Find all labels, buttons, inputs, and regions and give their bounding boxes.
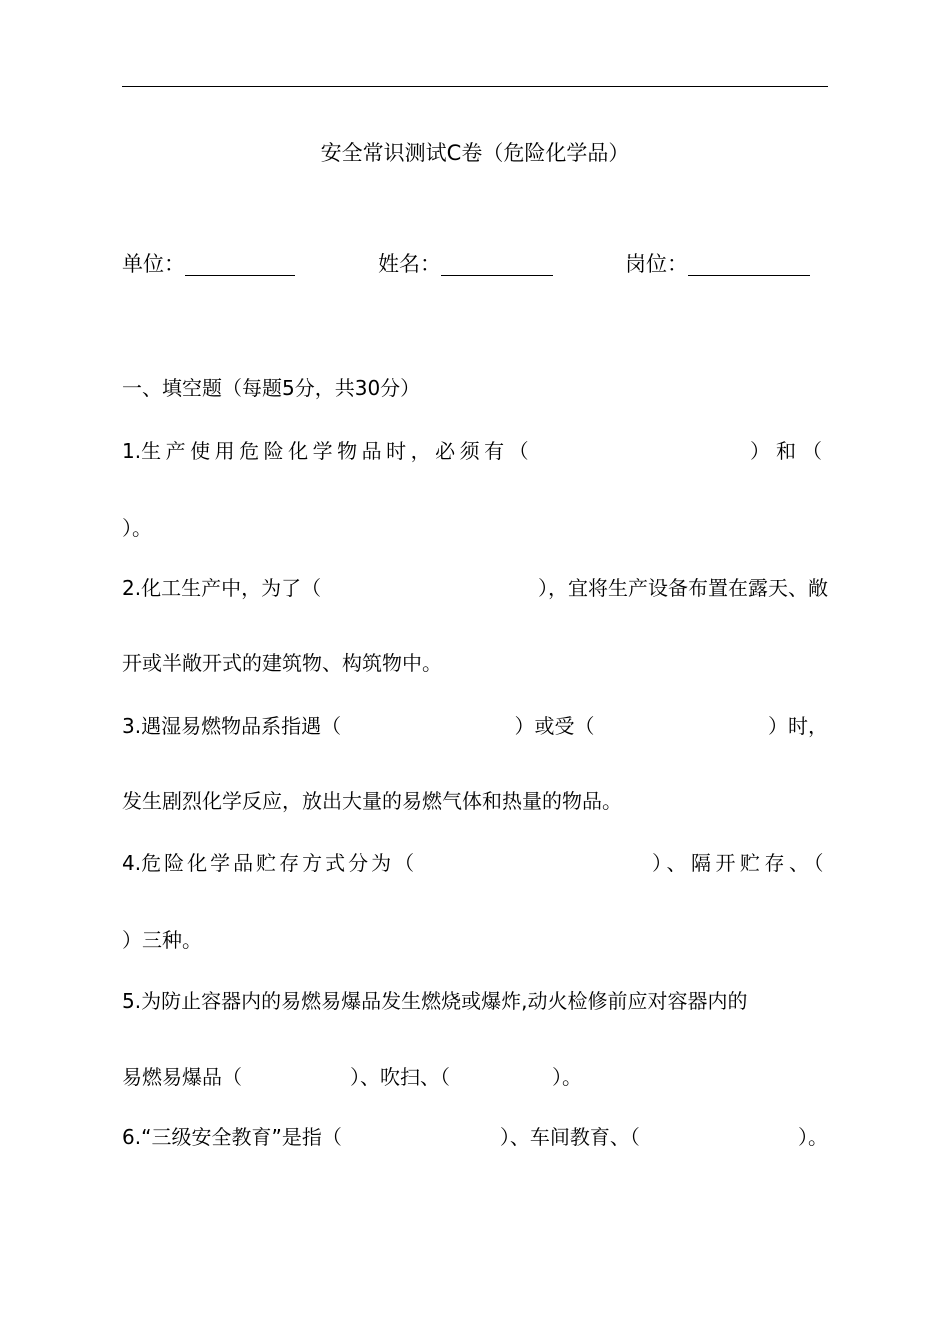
post-field[interactable] <box>625 249 810 279</box>
question-5-text: 为防止容器内的易燃易爆品发生燃烧或爆炸,动火检修前应对容器内的 <box>141 989 748 1013</box>
question-4-line-2 <box>122 925 828 955</box>
question-6-text: “三级安全教育”是指（ <box>141 1125 342 1149</box>
question-6-connector: ）、车间教育、（ <box>499 1125 640 1149</box>
unit-blank[interactable] <box>185 251 295 276</box>
question-3-connector: ）或受（ <box>514 714 595 738</box>
name-blank[interactable] <box>441 251 553 276</box>
question-4-text: 危险化学品贮存方式分为（ <box>141 851 418 875</box>
unit-field[interactable] <box>122 249 295 279</box>
question-4-line-1 <box>122 848 828 878</box>
question-2-line-1 <box>122 573 828 603</box>
question-4-text-cont: ）、隔开贮存、（ <box>652 851 828 875</box>
question-1-line-2 <box>122 513 828 543</box>
question-3-text-cont: ）时， <box>768 714 828 738</box>
question-3-line-1 <box>122 711 828 741</box>
post-label: 岗位： <box>625 252 688 276</box>
question-3-line-2 <box>122 786 828 816</box>
question-3-number: 3. <box>122 714 142 738</box>
question-5-number: 5. <box>122 989 142 1013</box>
question-4-end: ）三种。 <box>122 928 202 952</box>
question-1-line-1 <box>122 436 828 466</box>
question-2-text: 化工生产中，为了（ <box>141 576 322 600</box>
question-2-number: 2. <box>122 576 142 600</box>
question-1-number: 1. <box>122 439 142 463</box>
question-6-line-1 <box>122 1122 828 1152</box>
page-title: 安全常识测试C卷（危险化学品） <box>320 141 630 165</box>
question-5-end: ）。 <box>552 1065 582 1089</box>
question-3-text: 遇湿易燃物品系指遇（ <box>141 714 342 738</box>
name-label: 姓名： <box>378 252 441 276</box>
question-1-text: 生产使用危险化学物品时，必须有（ <box>141 439 534 463</box>
question-5-line-1 <box>122 986 828 1016</box>
unit-label: 单位： <box>122 252 185 276</box>
question-1-connector: ）和（ <box>750 439 828 463</box>
question-5-text-cont: 易燃易爆品（ <box>122 1065 242 1089</box>
question-5-connector: ）、吹扫、（ <box>350 1065 450 1089</box>
post-blank[interactable] <box>688 251 810 276</box>
header-rule <box>122 86 828 87</box>
question-2-line-2 <box>122 648 828 678</box>
question-2-text-cont: ），宜将生产设备布置在露天、敞 <box>538 576 828 600</box>
question-1-end: ）。 <box>122 516 152 540</box>
section-heading: 一、填空题（每题5分，共30分） <box>122 376 421 400</box>
question-6-number: 6. <box>122 1125 142 1149</box>
name-field[interactable] <box>378 249 553 279</box>
question-4-number: 4. <box>122 851 142 875</box>
question-6-end: ）。 <box>797 1125 828 1149</box>
question-2-end: 开或半敞开式的建筑物、构筑物中。 <box>122 651 442 675</box>
question-3-end: 发生剧烈化学反应，放出大量的易燃气体和热量的物品。 <box>122 789 622 813</box>
question-5-line-2 <box>122 1062 828 1092</box>
